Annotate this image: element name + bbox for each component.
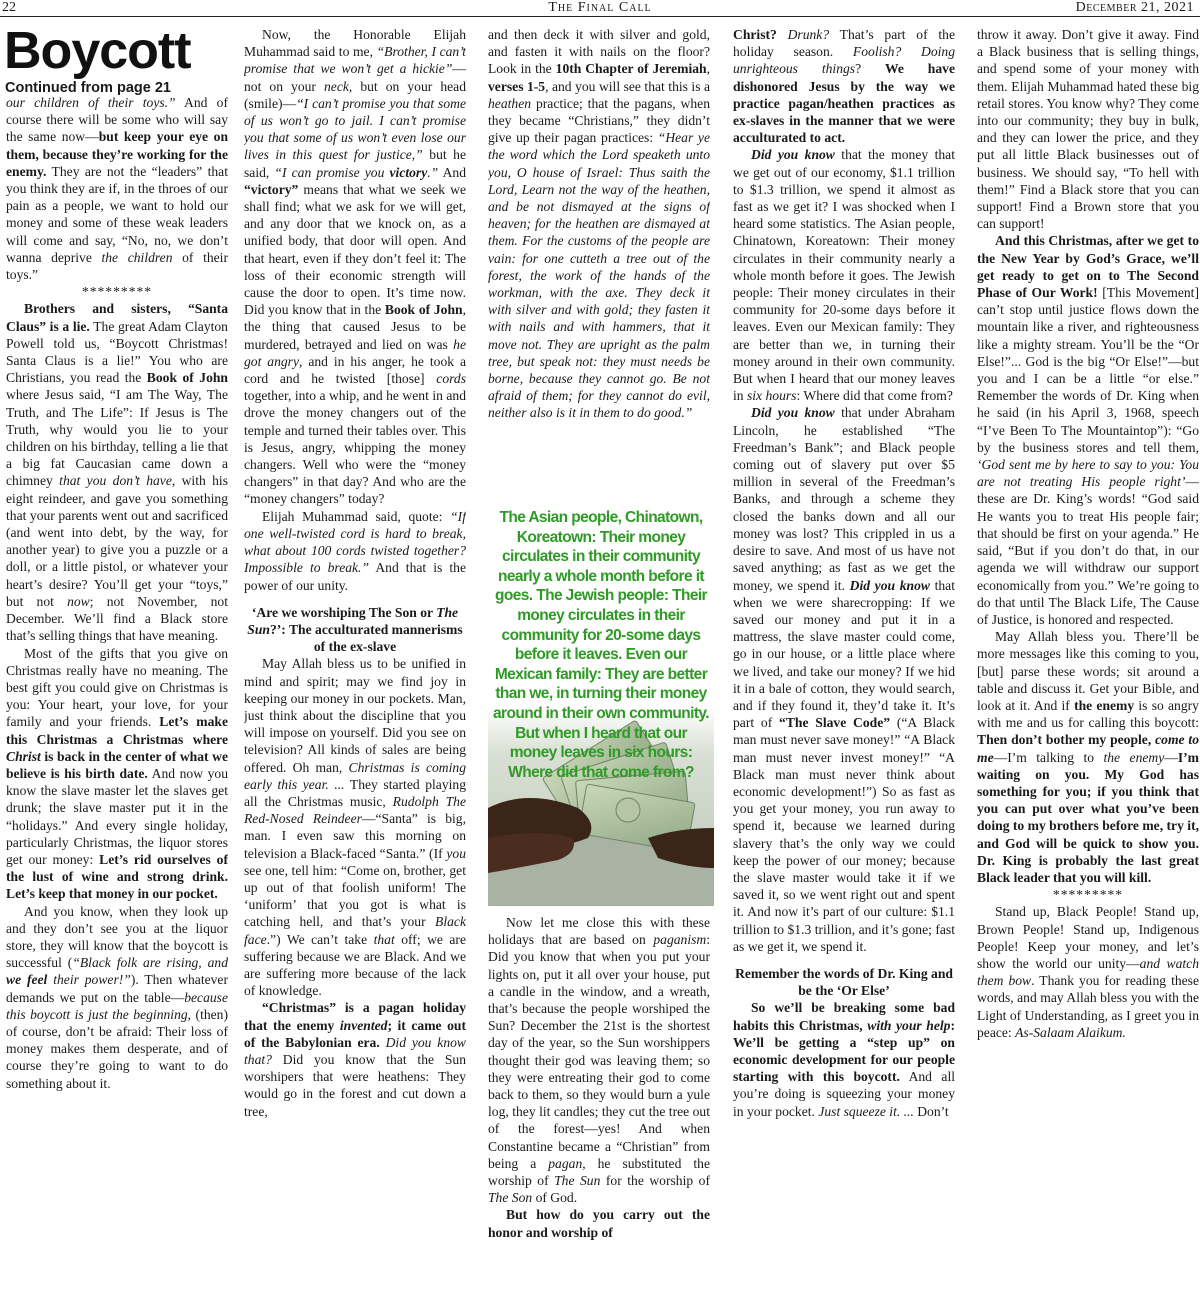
paragraph: May Allah bless us to be unified in mind and spirit; may we find joy in keeping our money in our pockets. Man, just think about the discipline that you will impose on yourself. Did you see on television? All kinds of sales are being offered. Oh man, Christmas is coming early this year. ... They started playing all the Christmas music, Rudolph The Red-Nosed Reindeer—“Santa” is big, man. I even saw this morning on television a Black-faced “Santa.” (If you see one, tell him: “Come on, brother, get up out of that foolish uniform! The ‘uniform’ that you got is what is catching hell, and that’s your Black face.”) We can’t take that off; we are suffering because we are Black. And we are suffering more because of the lack of knowledge. (244, 656, 466, 999)
paragraph: And you know, when they look up and they don’t see you at the liquor store, they will know that the boycott is successful (“Black folk are rising, and we feel their power!”). Then whatever demands we put on the table—because this boycott is just the beginning, (then) of course, don’t be afraid: Their loss of money makes them desperate, and of course they’re going to want to do something about it. (6, 903, 228, 1091)
paragraph: Did you know that the money that we get out of our economy, $1.1 trillion to $1.3 trillion, we spend it almost as fast as we get it? I was shocked when I heard some statistics. The Asian people, Chinatown, Koreatown: Their money circulates in their community nearly a whole month before it goes. The Jewish people: Their money circulates in their community for 20-some days before it leaves. Even our Mexican family: They are better than we, in turning their money around in their own community. But when I heard that our money leaves in six hours: Where did that come from? (733, 147, 955, 404)
paragraph: and then deck it with silver and gold, and fasten it with nails on the floor? Look in the 10th Chapter of Jeremiah, verses 1-5, and you will see that this is a heathen practice; that the pagans, when they became “Christians,” they didn’t give up their pagan practices: “Hear ye the word which the Lord speaketh unto you, O house of Israel: Thus saith the Lord, Learn not the way of the heathen, and be not dismayed at the signs of heaven; for the heathen are dismayed at them. For the customs of the people are vain: for one cutteth a tree out of the forest, the work of the hands of the workman, with the axe. They deck it with silver and with gold; they fasten it with nails and with hammers, that it move not. They are upright as the palm tree, but speak not: they must needs be borne, because they cannot go. Be not afraid of them; for they cannot do evil, neither also is it in them to do good.” (488, 27, 710, 421)
section-separator: ********* (81, 284, 153, 300)
paragraph: “Christmas” is a pagan holiday that the enemy invented; it came out of the Babylonian era. Did you know that? Did you know that the Sun worshipers that were heathens: They would go in the forest and cut down a tree, (244, 1000, 466, 1119)
paragraph: our children of their toys.” And of course there will be some who will say the same now—but keep your eye on them, because they’re working for the enemy. They are not the “leaders” that you think they are if, in the throes of our pain as a people, we want to hold our money and some of these weak leaders will come and say, “No, no, we don’t wanna deprive the children of their toys.” (6, 95, 228, 283)
continued-note: Continued from page 21 (5, 80, 171, 96)
paragraph: Now let me close this with these holidays that are based on paganism: Did you know that when you put your lights on, put it all over your house, put a candle in the window, and a wreath, that’s because the people worshiped the Sun? December the 21st is the shortest day of the year, so the Sun worshippers thought their god was leaving them; so they were entreating their god to come back to them, so they would burn a yule log, they lit candles; they cut the tree out of the forest—yes! And when Constantine became a “Christian” from being a pagan, he substituted the worship of The Sun for the worship of The Son of God. (488, 915, 710, 1206)
column-4 (733, 26, 955, 1296)
paragraph: And this Christmas, after we get to the New Year by God’s Grace, we’ll get ready to get on to The Second Phase of Our Work! [This Movement] can’t stop until justice flows down the mountain like a river, and righteousness like a mighty stream. You’ll be the “Or Else!”... God is the big “Or Else!”—but you and I can be a little “or else.” Remember the words of Dr. King when he said (in his April 3, 1968, speech “I’ve Been To The Mountaintop”): “Go by the business stores and tell them, ‘God sent me by here to say to you: You are not treating His people right’—these are Dr. King’s words! “God said He wants you to treat His people fair; that should be first on your agenda.” He said, “But if you don’t do that, in our agenda we will withdraw our support economically from you.” We’re going to do that until The Black Life, The Cause of Justice, is honored and respected. (977, 233, 1199, 627)
paragraph: throw it away. Don’t give it away. Find a Black business that is selling things, and spend some of your money with them. Elijah Muhammad hated these big retail stores. You know why? They come into our community; they buy in bulk, and they can lower the price, and they put all little Black businesses out of business. We should say, “To hell with them!” Find a Black store that you can support! Find a Brown store that you can support! (977, 27, 1199, 232)
paragraph: Stand up, Black People! Stand up, Brown People! Stand up, Indigenous People! Keep your money, and let’s show the world our unity—and watch them bow. Thank you for reading these words, and may Allah bless you with the Light of Understanding, as I greet you in peace: As-Salaam Alaikum. (977, 904, 1199, 1040)
paragraph: Now, the Honorable Elijah Muhammad said to me, “Brother, I can’t promise that we won’t get a hickie”—not on your neck, but on your head (smile)—“I can’t promise you that some of us won’t go to jail. I can’t promise you that some of us won’t even lose our lives in this quest for justice,” but he said, “I can promise you victory.” And “victory” means that what we seek we shall find; what we ask for we will get, and any door that we knock on, as a unified body, that door will open. And that heart, even if they don’t feel it: The loss of their economic strength will cause the door to open. It’s time now. Did you know that in the Book of John, the thing that caused Jesus to be murdered, betrayed and lied on was he got angry, and in his anger, he took a cord and he twisted [those] cords together, into a whip, and he went in and drove the money changers out of the temple and turned their tables over. This is Jesus, angry, whipping the money changers. Well who were the “money changers” in that day? And who are the “money changers” today? (244, 27, 466, 507)
column-1 (6, 94, 228, 1296)
column-3-continued (488, 914, 710, 1298)
paragraph: May Allah bless you. There’ll be more messages like this coming to you, [but] parse these words; sit around a table and discuss it. Get your Bible, and look at it. And if the enemy is so angry with me and us for calling this boycott: Then don’t bother my people, come to me—I’m talking to the enemy—I’m waiting on you. My God has something for you; if you think that you can put over what you’ve been doing to my brothers before me, try it, and God will be quick to show you. Dr. King is probably the last great Black leader that you will kill. (977, 629, 1199, 885)
subheading: ‘Are we worshiping The Son or The Sun?’: The acculturated mannerisms of the ex-slave (247, 604, 463, 655)
paragraph: Brothers and sisters, “Santa Claus” is a lie. The great Adam Clayton Powell told us, “Boycott Christmas! Santa Claus is a lie!” You who are Christians, you read the Book of John where Jesus said, “I am The Way, The Truth, and The Life”: If Jesus is The Truth, why would you lie to your children on his birthday, telling a lie that a big fat Caucasian came down a chimney that you don’t have, with his eight reindeer, and gave you something that your parents went out and sacrificed (and went into debt, by the way, for another year) to give you a puzzle or a doll, or a little pistol, or whatever your heart’s desire? You’ll get your “toys,” but not now; not November, not December. We’ll find a Black store that’s selling things that have meaning. (6, 301, 228, 644)
pull-quote-graphic (488, 508, 714, 906)
column-3 (488, 26, 710, 510)
article-kicker: Boycott (4, 22, 191, 80)
page-header (0, 0, 1200, 17)
publication-name: The Final Call (548, 0, 652, 15)
paragraph: Most of the gifts that you give on Christmas really have no meaning. The best gift you could give on Christmas is you: Your heart, your love, for your family and your friends. Let’s make this Christmas a Christmas where Christ is back in the center of what we believe is his birth date. And now you know the slave master let the slaves get drunk; the slave master put it in the “holidays.” And every single holiday, particularly Christmas, the liquor stores get our money: Let’s rid ourselves of the lust of wine and strong drink. Let’s keep that money in our pocket. (6, 645, 228, 902)
column-2 (244, 26, 466, 1296)
paragraph: But how do you carry out the honor and worship of (488, 1207, 710, 1240)
section-separator: ********* (1052, 887, 1124, 903)
paragraph: Did you know that under Abraham Lincoln, he established “The Freedman’s Bank”; and Black people coming out of slavery put over $5 million in several of the Freedman’s Banks, and through a scheme they closed the banks down and all our money was lost? This crippled in us a desire to save. And most of us have not saved anything; as fast as we get the money, we spend it. Did you know that when we were sharecropping: If we saved our money and put it in a mattress, the slave master could come, go in our house, or a little place where we lived, and take our money? If we hid it in a bale of cotton, they would search, and if they found it, they’d take it. It’s part of “The Slave Code” (“A Black man must never save money!” “A Black man must never invest money!” “A Black man must never think about economic development!”) So as fast as you get your money, you run away to spend it, because we learned during slavery that’s the only way we could keep the power of our money; because the slave master would take it if we saved it, so we went right out and spent it. And now it’s part of our culture: $1.1 trillion to $1.3 trillion, and it’s gone; fast as we get it, we spend it. (733, 405, 955, 954)
column-5 (977, 26, 1199, 1296)
pull-quote-text: The Asian people, Chinatown, Koreatown: Their money circulates in their community nearly a whole month before it goes. The Jewish people: Their money circulates in their community for 20-some days before it leaves. Even our Mexican family: They are better than we, in turning their money around in their own community. But when I heard that our money leaves in six hours: Where did that come from? (493, 509, 709, 781)
issue-date: December 21, 2021 (1075, 0, 1194, 15)
paragraph: Christ? Drunk? That’s part of the holiday season. Foolish? Doing unrighteous things? We have dishonored Jesus by the way we practice pagan/heathen practices as ex-slaves in the manner that we were acculturated to act. (733, 27, 955, 146)
subheading: Remember the words of Dr. King and be the ‘Or Else’ (735, 965, 953, 999)
paragraph: Elijah Muhammad said, quote: “If one well-twisted cord is hard to break, what about 100 cords twisted together? Impossible to break.” And that is the power of our unity. (244, 508, 466, 593)
paragraph: So we’ll be breaking some bad habits this Christmas, with your help: We’ll be getting a “step up” on economic development for our people starting with this boycott. And all you’re doing is squeezing your money in your pocket. Just squeeze it. ... Don’t (733, 1000, 955, 1119)
page-number: 22 (2, 0, 16, 15)
